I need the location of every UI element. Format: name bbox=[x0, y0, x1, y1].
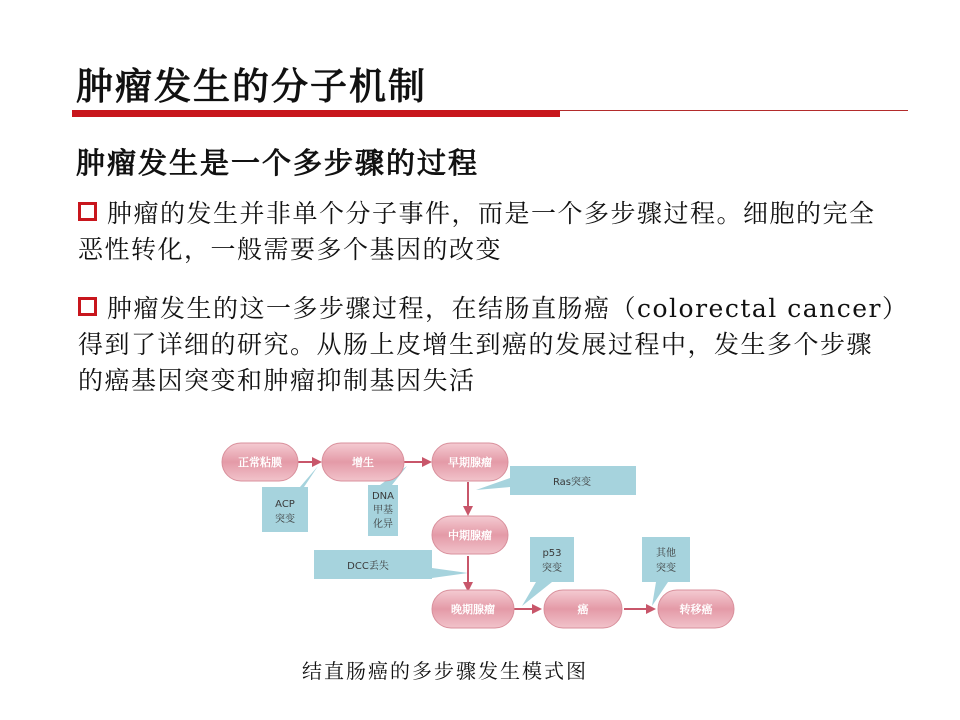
stage-label-4: 中期腺瘤 bbox=[448, 529, 492, 542]
stage-intermediate-adenoma bbox=[432, 516, 508, 554]
dna-line-3: 化异 bbox=[373, 519, 393, 530]
stage-label-3: 早期腺瘤 bbox=[448, 456, 492, 469]
stage-label-6: 癌 bbox=[577, 603, 589, 616]
stage-label-1: 正常粘膜 bbox=[238, 456, 282, 469]
stage-label-2: 增生 bbox=[352, 456, 374, 469]
event-callout-dcc bbox=[314, 550, 468, 579]
dcc-text: DCC丢失 bbox=[347, 561, 389, 572]
other-line-1: 其他 bbox=[656, 548, 676, 559]
stage-normal-mucosa bbox=[222, 443, 298, 481]
p53-line-1: p53 bbox=[542, 548, 562, 559]
stage-early-adenoma bbox=[432, 443, 508, 481]
dna-line-1: DNA bbox=[371, 491, 395, 502]
slide-subtitle: 肿瘤发生是一个多步骤的过程 bbox=[76, 146, 480, 180]
p53-line-2: 突变 bbox=[542, 563, 562, 574]
apc-line-2: 突变 bbox=[275, 514, 295, 525]
apc-line-1: ACP bbox=[275, 499, 295, 510]
paragraph-1-text: 肿瘤的发生并非单个分子事件，而是一个多步骤过程。细胞的完全恶性转化，一般需要多个基因的改变 bbox=[78, 199, 876, 264]
stage-hyperplasia bbox=[322, 443, 404, 481]
stage-label-5: 晚期腺瘤 bbox=[451, 603, 495, 616]
stage-metastatic-carcinoma bbox=[658, 590, 734, 628]
other-line-2: 突变 bbox=[656, 563, 676, 574]
stage-late-adenoma bbox=[432, 590, 514, 628]
stage-carcinoma bbox=[544, 590, 622, 628]
stage-label-7: 转移癌 bbox=[679, 603, 713, 616]
slide-title: 肿瘤发生的分子机制 bbox=[76, 64, 427, 108]
diagram-caption: 结直肠癌的多步骤发生模式图 bbox=[302, 659, 588, 683]
paragraph-2-text: 肿瘤发生的这一多步骤过程，在结肠直肠癌（colorectal cancer）得到了详细的研究。从肠上皮增生到癌的发展过程中，发生多个步骤的癌基因突变和肿瘤抑制基因失活 bbox=[78, 294, 896, 395]
dna-line-2: 甲基 bbox=[373, 505, 393, 516]
ras-text: Ras突变 bbox=[552, 477, 592, 488]
